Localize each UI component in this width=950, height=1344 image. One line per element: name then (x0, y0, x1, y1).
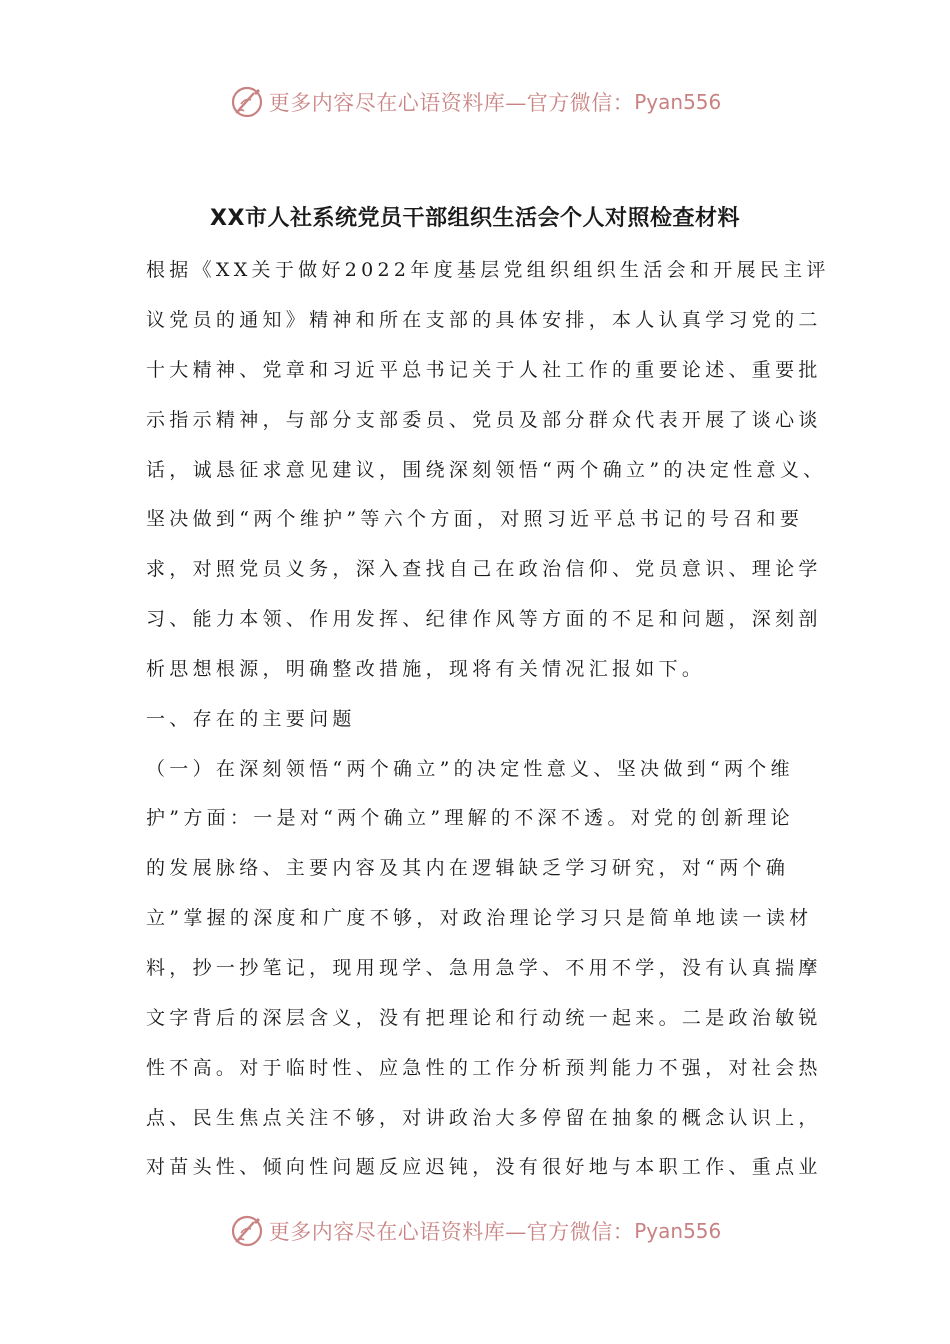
body-line: 十大精神、党章和习近平总书记关于人社工作的重要论述、重要批 (146, 359, 822, 381)
pen-logo-icon (229, 1213, 265, 1249)
section-heading: 一、存在的主要问题 (146, 708, 356, 730)
watermark-header (0, 82, 950, 122)
body-line: 话，诚恳征求意见建议，围绕深刻领悟“两个确立”的决定性意义、 (146, 459, 827, 481)
body-line: 文字背后的深层含义，没有把理论和行动统一起来。二是政治敏锐 (146, 1007, 822, 1029)
body-line: 习、能力本领、作用发挥、纪律作风等方面的不足和问题，深刻剖 (146, 608, 822, 630)
document-title: XX市人社系统党员干部组织生活会个人对照检查材料 (210, 206, 740, 231)
body-line: （一）在深刻领悟“两个确立”的决定性意义、坚决做到“两个维 (146, 758, 794, 780)
watermark-wechat-id: Pyan556 (634, 1219, 722, 1243)
body-line: 点、民生焦点关注不够，对讲政治大多停留在抽象的概念认识上， (146, 1107, 822, 1129)
body-line: 料，抄一抄笔记，现用现学、急用急学、不用不学，没有认真揣摩 (146, 957, 822, 979)
body-line: 析思想根源，明确整改措施，现将有关情况汇报如下。 (146, 658, 706, 680)
pen-logo-icon (229, 84, 265, 120)
body-line: 立”掌握的深度和广度不够，对政治理论学习只是简单地读一读材 (146, 907, 813, 929)
body-line: 坚决做到“两个维护”等六个方面，对照习近平总书记的号召和要 (146, 508, 804, 530)
body-line: 根据《XX关于做好2022年度基层党组织组织生活会和开展民主评 (146, 259, 830, 281)
body-line: 的发展脉络、主要内容及其内在逻辑缺乏学习研究，对“两个确 (146, 857, 790, 879)
body-line: 对苗头性、倾向性问题反应迟钝，没有很好地与本职工作、重点业 (146, 1156, 822, 1178)
body-line: 议党员的通知》精神和所在支部的具体安排，本人认真学习党的二 (146, 309, 822, 331)
watermark-wechat-id: Pyan556 (634, 90, 722, 114)
body-line: 性不高。对于临时性、应急性的工作分析预判能力不强，对社会热 (146, 1057, 822, 1079)
watermark-text: 更多内容尽在心语资料库—官方微信： (268, 1220, 635, 1244)
body-line: 示指示精神，与部分支部委员、党员及部分群众代表开展了谈心谈 (146, 409, 822, 431)
watermark-text: 更多内容尽在心语资料库—官方微信： (268, 91, 635, 115)
watermark-footer (0, 1211, 950, 1251)
body-line: 护”方面：一是对“两个确立”理解的不深不透。对党的创新理论 (146, 807, 794, 829)
body-line: 求，对照党员义务，深入查找自己在政治信仰、党员意识、理论学 (146, 558, 822, 580)
